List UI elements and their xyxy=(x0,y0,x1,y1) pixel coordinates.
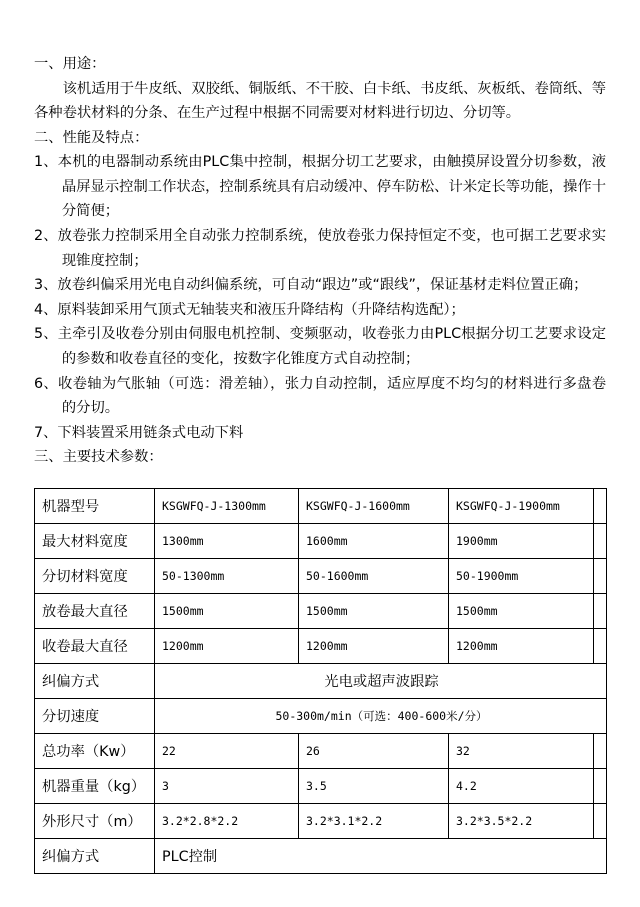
section-heading-specs: 三、主要技术参数： xyxy=(34,449,163,466)
row-value-1: 1200mm xyxy=(155,628,299,663)
table-row xyxy=(35,628,607,663)
row-value-1: 3 xyxy=(155,768,299,803)
row-value-extra xyxy=(594,488,607,523)
row-value-1: 22 xyxy=(155,733,299,768)
table-row xyxy=(35,488,607,523)
row-value-3: 32 xyxy=(449,733,594,768)
row-value-3: 1200mm xyxy=(449,628,594,663)
row-value-extra xyxy=(594,803,607,838)
document-body xyxy=(34,52,606,470)
row-value-3: 4.2 xyxy=(449,768,594,803)
row-value-1: 3.2*2.8*2.2 xyxy=(155,803,299,838)
row-label: 外形尺寸（m） xyxy=(35,803,155,838)
row-value-2: KSGWFQ-J-1600mm xyxy=(299,488,449,523)
feature-item-6: 6、收卷轴为气胀轴（可选：滑差轴），张力自动控制，适应厚度不均匀的材料进行多盘卷的分切。 xyxy=(34,375,606,417)
table-row xyxy=(35,593,607,628)
row-value-3: 3.2*3.5*2.2 xyxy=(449,803,594,838)
row-label: 纠偏方式 xyxy=(35,663,155,698)
table-row xyxy=(35,663,607,698)
feature-item-4: 4、原料装卸采用气顶式无轴装夹和液压升降结构（升降结构选配）； xyxy=(34,301,465,318)
specifications-table xyxy=(34,488,607,874)
row-label: 收卷最大直径 xyxy=(35,628,155,663)
table-row xyxy=(35,523,607,558)
row-label: 机器重量（kg） xyxy=(35,768,155,803)
row-label: 放卷最大直径 xyxy=(35,593,155,628)
row-value-extra xyxy=(594,768,607,803)
row-label: 总功率（Kw） xyxy=(35,733,155,768)
table-row xyxy=(35,803,607,838)
row-value-3: KSGWFQ-J-1900mm xyxy=(449,488,594,523)
row-value-1: 1500mm xyxy=(155,593,299,628)
table-row xyxy=(35,558,607,593)
row-value-extra xyxy=(594,593,607,628)
feature-item-2: 2、放卷张力控制采用全自动张力控制系统，使放卷张力保持恒定不变，也可据工艺要求实现锥度控制； xyxy=(34,228,606,269)
row-value-merged: 50-300m/min（可选：400-600米/分） xyxy=(155,698,607,733)
row-value-3: 1900mm xyxy=(449,523,594,558)
row-value-2: 3.2*3.1*2.2 xyxy=(299,803,449,838)
row-value-1: 50-1300mm xyxy=(155,558,299,593)
row-value-2: 1200mm xyxy=(299,628,449,663)
row-value-1: 1300mm xyxy=(155,523,299,558)
row-value-2: 3.5 xyxy=(299,768,449,803)
row-value-merged: PLC控制 xyxy=(155,838,607,873)
feature-item-5: 5、主牵引及收卷分别由伺服电机控制、变频驱动，收卷张力由PLC根据分切工艺要求设定的参数和收卷直径的变化，按数字化锥度方式自动控制； xyxy=(34,326,606,367)
table-row xyxy=(35,698,607,733)
row-value-extra xyxy=(594,523,607,558)
row-label: 机器型号 xyxy=(35,488,155,523)
row-value-2: 50-1600mm xyxy=(299,558,449,593)
row-label: 分切材料宽度 xyxy=(35,558,155,593)
row-value-extra xyxy=(594,628,607,663)
row-value-3: 50-1900mm xyxy=(449,558,594,593)
table-row xyxy=(35,733,607,768)
row-value-merged: 光电或超声波跟踪 xyxy=(155,663,607,698)
row-value-2: 26 xyxy=(299,733,449,768)
feature-item-7: 7、下料装置采用链条式电动下料 xyxy=(34,424,244,441)
section-heading-features: 二、性能及特点： xyxy=(34,129,149,146)
row-label: 最大材料宽度 xyxy=(35,523,155,558)
table-row xyxy=(35,838,607,873)
feature-item-1: 1、本机的电器制动系统由PLC集中控制，根据分切工艺要求，由触摸屏设置分切参数，液晶屏显示控制工作状态，控制系统具有启动缓冲、停车防松、计米定长等功能，操作十分简便； xyxy=(34,154,606,220)
section-use-paragraph-1: 该机适用于牛皮纸、双胶纸、铜版纸、不干胶、白卡纸、书皮纸、灰板纸、卷筒纸、等各种卷状材料的分条、在生产过程中根据不同需要对材料进行切边、分切等。 xyxy=(34,80,606,122)
row-value-2: 1600mm xyxy=(299,523,449,558)
row-value-extra xyxy=(594,558,607,593)
row-value-extra xyxy=(594,733,607,768)
row-label: 分切速度 xyxy=(35,698,155,733)
row-value-2: 1500mm xyxy=(299,593,449,628)
feature-item-3: 3、放卷纠偏采用光电自动纠偏系统，可自动“跟边”或“跟线”，保证基材走料位置正确； xyxy=(34,277,588,294)
table-row xyxy=(35,768,607,803)
row-value-1: KSGWFQ-J-1300mm xyxy=(155,488,299,523)
section-heading-use: 一、用途： xyxy=(34,56,106,72)
row-label: 纠偏方式 xyxy=(35,838,155,873)
row-value-3: 1500mm xyxy=(449,593,594,628)
